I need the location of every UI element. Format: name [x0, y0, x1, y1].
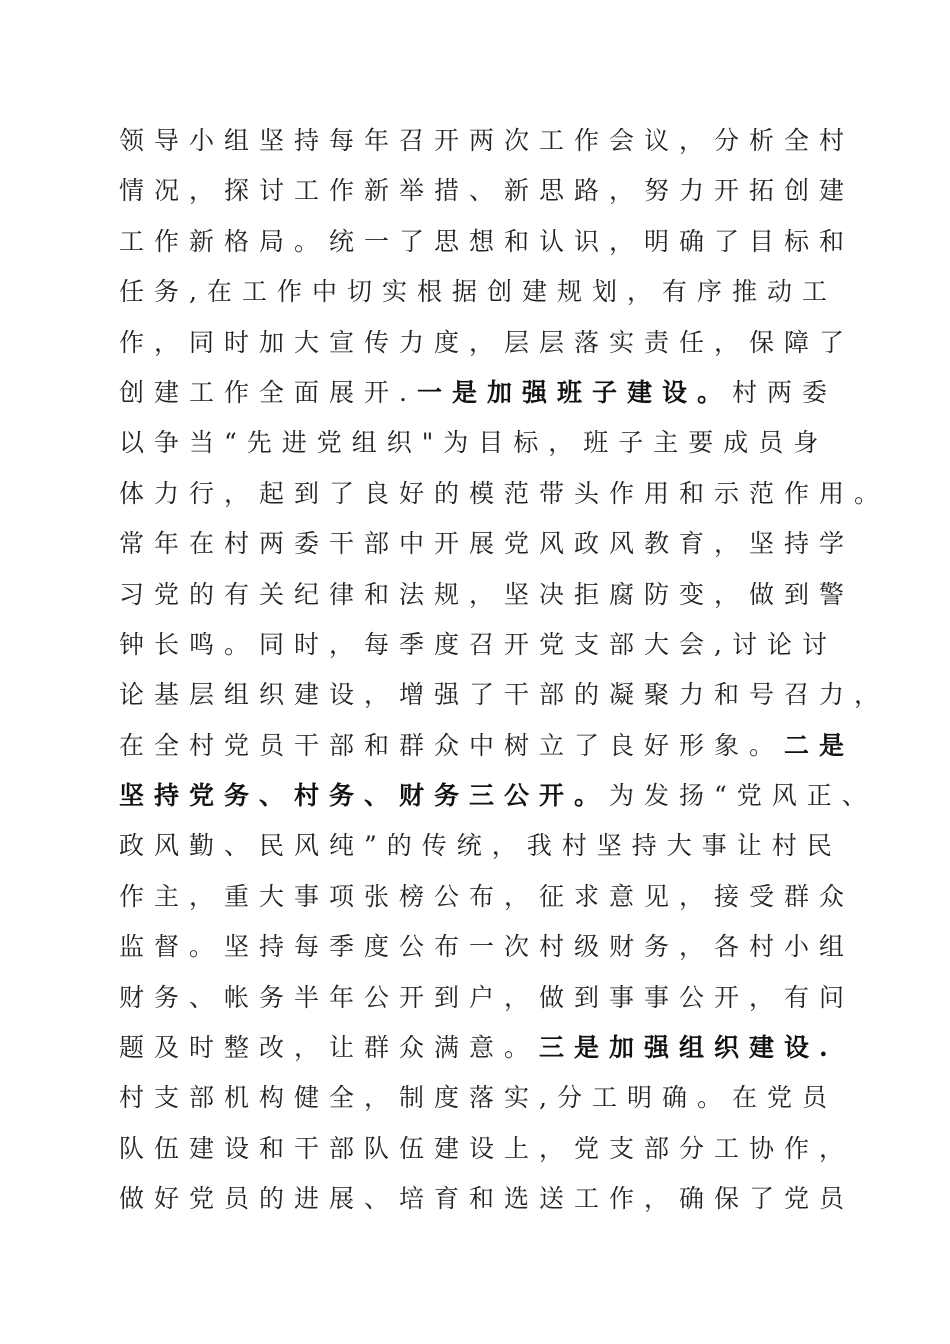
bold-heading-text: 坚持党务、村务、财务三公开。 — [119, 781, 610, 811]
text-line — [119, 1073, 859, 1123]
text-line — [119, 166, 859, 216]
body-text: 监督。坚持每季度公布一次村级财务，各村小组 — [119, 932, 855, 962]
text-line — [119, 116, 859, 166]
text-line — [119, 771, 877, 821]
body-text: 作主，重大事项张榜公布，征求意见，接受群众 — [119, 881, 855, 911]
body-text: 为发扬“党风正、 — [609, 781, 877, 811]
text-line — [119, 418, 859, 468]
body-text: 在全村党员干部和群众中树立了良好形象。 — [119, 730, 785, 760]
text-line — [119, 519, 859, 569]
body-text: 做好党员的进展、培育和选送工作，确保了党员 — [119, 1184, 855, 1214]
bold-heading-text: 三是加强组织建设. — [539, 1033, 838, 1063]
body-paragraph — [119, 116, 890, 1225]
body-text: 工作新格局。统一了思想和认识，明确了目标和 — [119, 226, 855, 256]
body-text: 习党的有关纪律和法规，坚决拒腐防变，做到警 — [119, 579, 855, 609]
body-text: 创建工作全面展开. — [119, 377, 417, 407]
body-text: 题及时整改，让群众满意。 — [119, 1033, 540, 1063]
body-text: 政风勤、民风纯”的传统，我村坚持大事让村民 — [119, 831, 842, 861]
text-line — [119, 872, 859, 922]
body-text: 常年在村两委干部中开展党风政风教育，坚持学 — [119, 529, 855, 559]
body-text: 任务,在工作中切实根据创建规划，有序推动工 — [119, 277, 837, 307]
text-line — [119, 620, 859, 670]
text-line — [119, 368, 859, 418]
text-line — [119, 217, 859, 267]
text-line — [119, 267, 859, 317]
body-text: 以争当“先进党组织"为目标，班子主要成员身 — [119, 428, 829, 458]
body-text: 情况，探讨工作新举措、新思路，努力开拓创建 — [119, 176, 855, 206]
body-text: 村支部机构健全，制度落实,分工明确。在党员 — [119, 1083, 837, 1113]
text-line — [119, 1124, 859, 1174]
text-line — [119, 973, 859, 1023]
text-line — [119, 1174, 859, 1224]
text-line — [119, 469, 890, 519]
body-text: 体力行，起到了良好的模范带头作用和示范作用。 — [119, 478, 890, 508]
body-text: 钟长鸣。同时，每季度召开党支部大会,讨论讨 — [119, 629, 837, 659]
bold-heading-text: 二是 — [784, 730, 855, 760]
bold-heading-text: 一是加强班子建设。 — [416, 377, 732, 407]
text-line — [119, 821, 859, 871]
body-text: 财务、帐务半年公开到户，做到事事公开，有问 — [119, 982, 855, 1012]
text-line — [119, 922, 859, 972]
text-line — [119, 318, 859, 368]
text-line — [119, 721, 859, 771]
text-line — [119, 1023, 859, 1073]
body-text: 领导小组坚持每年召开两次工作会议，分析全村 — [119, 126, 855, 155]
body-text: 论基层组织建设，增强了干部的凝聚力和号召力， — [119, 680, 890, 710]
body-text: 村两委 — [731, 377, 837, 407]
body-text: 队伍建设和干部队伍建设上，党支部分工协作， — [119, 1133, 855, 1163]
text-line — [119, 670, 890, 720]
body-text: 作，同时加大宣传力度，层层落实责任，保障了 — [119, 327, 855, 357]
text-line — [119, 570, 859, 620]
